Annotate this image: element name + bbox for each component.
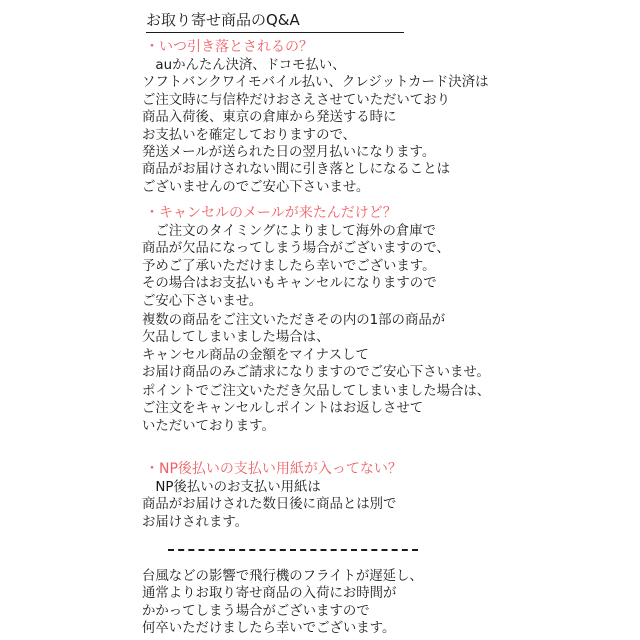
text-line: 商品がお届けされた数日後に商品とは別で (142, 497, 397, 513)
text-line: かかってしまう場合がございますので (142, 603, 370, 619)
text-line: 何卒いただけましたら幸いでございます。 (142, 621, 396, 637)
text-line: ポイントでご注文いただき欠品してしまいました場合は、 (142, 384, 491, 399)
text-line: ソフトバンクワイモバイル払い、クレジットカード決済は (142, 75, 489, 91)
question-heading-cancel-mail: ・キャンセルのメールが来たんだけど？ (145, 205, 397, 221)
text-line: ご注文のタイミングによりまして海外の倉庫で (142, 224, 437, 239)
answer-np-payment (142, 479, 396, 531)
dashed-divider (168, 549, 418, 551)
text-line: お支払いを確定しておりますので、 (142, 127, 356, 143)
text-line: 台風などの影響で飛行機のフライトが遅延し、 (142, 569, 423, 584)
answer-payment-timing (142, 57, 488, 196)
text-line: ご注文をキャンセルしポイントはお返しさせて (142, 401, 424, 417)
delay-notice (142, 568, 423, 638)
text-line: ございませんのでご安心下さいませ。 (142, 179, 370, 195)
text-line: 通常よりお取り寄せ商品の入荷にお時間が (142, 586, 397, 602)
text-line: NP後払いのお支払い用紙は (142, 480, 321, 495)
text-line: 欠品してしまいました場合は、 (142, 330, 330, 346)
text-line: 商品入荷後、東京の倉庫から発送する時に (142, 110, 397, 126)
text-line: 複数の商品をご注文いただきその内の1部の商品が (142, 313, 446, 328)
text-line: 予めご了承いただけましたら幸いでございます。 (142, 258, 436, 274)
page-title: お取り寄せ商品のQ&A (146, 11, 300, 29)
text-line: 商品が欠品になってしまう場合がございますので、 (142, 241, 450, 257)
text-line: お届けされます。 (142, 514, 249, 530)
text-line: キャンセル商品の金額をマイナスして (142, 347, 369, 363)
text-line: auかんたん決済、ドコモ払い、 (142, 58, 346, 73)
title-underline (146, 32, 404, 33)
answer-cancel-mail-para-1 (142, 223, 450, 310)
question-heading-payment-timing: ・いつ引き落とされるの？ (145, 39, 313, 55)
text-line: 発送メールが送られた日の翌月払いになります。 (142, 144, 436, 160)
text-line: お届け商品のみご請求になりますのでご安心下さいませ。 (142, 365, 490, 381)
text-line: その場合はお支払いもキャンセルになりますので (142, 276, 437, 292)
text-line: ご注文時に与信枠だけおさえさせていただいており (142, 92, 450, 108)
text-line: ご安心下さいませ。 (142, 293, 263, 309)
question-heading-np-payment: ・NP後払いの支払い用紙が入ってない？ (145, 461, 402, 477)
text-line: いただいております。 (142, 418, 275, 434)
answer-cancel-mail-para-3 (142, 383, 490, 435)
text-line: 商品がお届けされない間に引き落としになることは (142, 162, 450, 178)
answer-cancel-mail-para-2 (142, 312, 490, 382)
